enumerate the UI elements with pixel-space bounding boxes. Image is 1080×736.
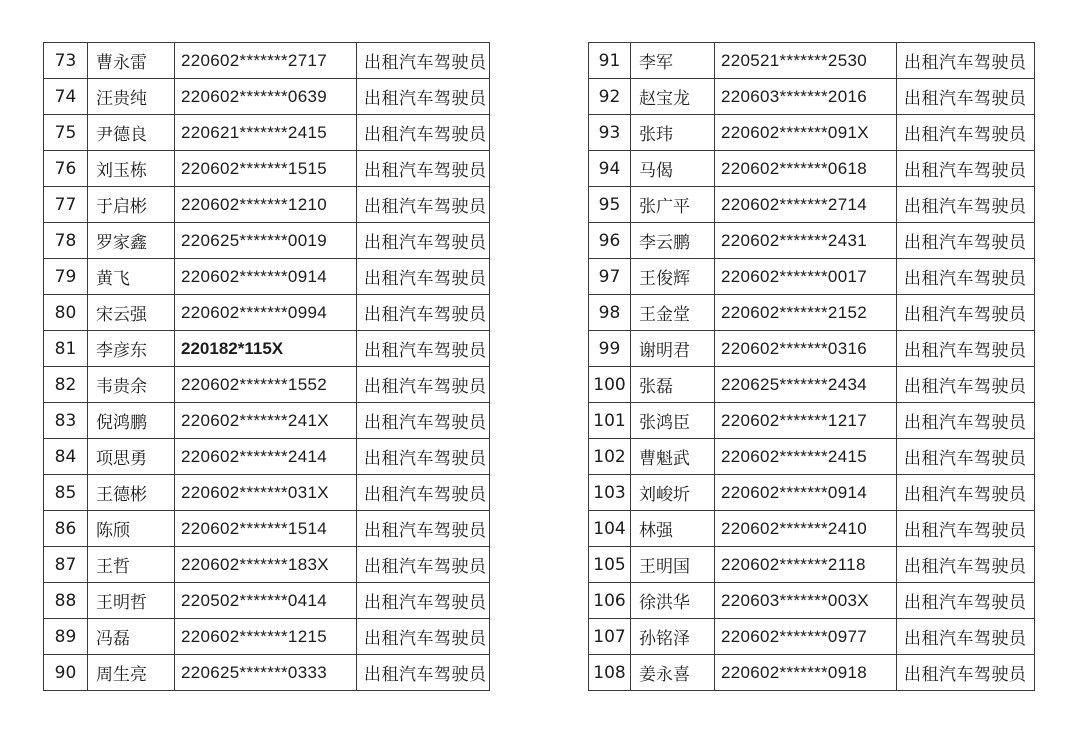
row-number: 79 [44, 259, 88, 295]
table-row [44, 655, 490, 691]
table-row [44, 43, 490, 79]
roster-body-left [44, 43, 490, 691]
row-number: 107 [589, 619, 631, 655]
occupation: 出租汽车驾驶员 [897, 331, 1035, 367]
row-number: 101 [589, 403, 631, 439]
driver-name: 刘玉栋 [88, 151, 175, 187]
occupation: 出租汽车驾驶员 [897, 43, 1035, 79]
occupation: 出租汽车驾驶员 [357, 259, 490, 295]
occupation: 出租汽车驾驶员 [897, 151, 1035, 187]
row-number: 75 [44, 115, 88, 151]
id-number: 220602*******0017 [715, 259, 897, 295]
driver-name: 王俊辉 [631, 259, 715, 295]
occupation: 出租汽车驾驶员 [357, 79, 490, 115]
id-number: 220602*******1515 [175, 151, 357, 187]
driver-name: 陈颀 [88, 511, 175, 547]
roster-table-left [43, 42, 490, 691]
id-number: 220625*******0333 [175, 655, 357, 691]
driver-name: 赵宝龙 [631, 79, 715, 115]
row-number: 88 [44, 583, 88, 619]
id-number: 220602*******1514 [175, 511, 357, 547]
occupation: 出租汽车驾驶员 [897, 439, 1035, 475]
roster-table-right [588, 42, 1035, 691]
table-row [589, 43, 1035, 79]
driver-name: 张广平 [631, 187, 715, 223]
row-number: 100 [589, 367, 631, 403]
occupation: 出租汽车驾驶员 [357, 583, 490, 619]
driver-name: 王德彬 [88, 475, 175, 511]
occupation: 出租汽车驾驶员 [897, 223, 1035, 259]
row-number: 98 [589, 295, 631, 331]
table-row [44, 547, 490, 583]
row-number: 83 [44, 403, 88, 439]
occupation: 出租汽车驾驶员 [897, 187, 1035, 223]
table-row [589, 583, 1035, 619]
table-row [44, 511, 490, 547]
driver-name: 罗家鑫 [88, 223, 175, 259]
occupation: 出租汽车驾驶员 [357, 151, 490, 187]
driver-name: 曹永雷 [88, 43, 175, 79]
row-number: 105 [589, 547, 631, 583]
occupation: 出租汽车驾驶员 [357, 223, 490, 259]
row-number: 86 [44, 511, 88, 547]
row-number: 81 [44, 331, 88, 367]
occupation: 出租汽车驾驶员 [897, 367, 1035, 403]
occupation: 出租汽车驾驶员 [897, 583, 1035, 619]
id-number: 220602*******0618 [715, 151, 897, 187]
row-number: 94 [589, 151, 631, 187]
id-number: 220602*******2717 [175, 43, 357, 79]
id-number: 220602*******0316 [715, 331, 897, 367]
driver-name: 李彦东 [88, 331, 175, 367]
driver-name: 冯磊 [88, 619, 175, 655]
occupation: 出租汽车驾驶员 [357, 331, 490, 367]
occupation: 出租汽车驾驶员 [897, 475, 1035, 511]
id-number: 220602*******031X [175, 475, 357, 511]
row-number: 73 [44, 43, 88, 79]
table-row [589, 655, 1035, 691]
table-row [589, 367, 1035, 403]
table-row [44, 187, 490, 223]
row-number: 95 [589, 187, 631, 223]
id-number: 220602*******1210 [175, 187, 357, 223]
id-number: 220602*******091X [715, 115, 897, 151]
table-row [44, 439, 490, 475]
id-number: 220602*******2152 [715, 295, 897, 331]
id-number: 220602*******1215 [175, 619, 357, 655]
driver-name: 刘峻圻 [631, 475, 715, 511]
occupation: 出租汽车驾驶员 [897, 295, 1035, 331]
row-number: 84 [44, 439, 88, 475]
driver-name: 徐洪华 [631, 583, 715, 619]
row-number: 93 [589, 115, 631, 151]
driver-name: 李军 [631, 43, 715, 79]
occupation: 出租汽车驾驶员 [357, 187, 490, 223]
table-row [589, 151, 1035, 187]
row-number: 103 [589, 475, 631, 511]
row-number: 108 [589, 655, 631, 691]
row-number: 85 [44, 475, 88, 511]
row-number: 104 [589, 511, 631, 547]
table-row [44, 331, 490, 367]
table-row [44, 223, 490, 259]
row-number: 96 [589, 223, 631, 259]
driver-name: 项思勇 [88, 439, 175, 475]
row-number: 77 [44, 187, 88, 223]
occupation: 出租汽车驾驶员 [357, 655, 490, 691]
row-number: 102 [589, 439, 631, 475]
occupation: 出租汽车驾驶员 [357, 295, 490, 331]
driver-name: 张鸿臣 [631, 403, 715, 439]
id-number: 220625*******2434 [715, 367, 897, 403]
row-number: 89 [44, 619, 88, 655]
table-row [44, 475, 490, 511]
id-number: 220602*******2118 [715, 547, 897, 583]
id-number: 220603*******003X [715, 583, 897, 619]
occupation: 出租汽车驾驶员 [357, 403, 490, 439]
table-row [44, 367, 490, 403]
occupation: 出租汽车驾驶员 [897, 547, 1035, 583]
id-number: 220502*******0414 [175, 583, 357, 619]
row-number: 80 [44, 295, 88, 331]
id-number: 220602*******1217 [715, 403, 897, 439]
table-row [44, 79, 490, 115]
row-number: 106 [589, 583, 631, 619]
table-row [44, 295, 490, 331]
occupation: 出租汽车驾驶员 [357, 619, 490, 655]
row-number: 97 [589, 259, 631, 295]
row-number: 90 [44, 655, 88, 691]
occupation: 出租汽车驾驶员 [357, 43, 490, 79]
table-row [44, 619, 490, 655]
driver-name: 张磊 [631, 367, 715, 403]
occupation: 出租汽车驾驶员 [357, 475, 490, 511]
table-row [44, 151, 490, 187]
occupation: 出租汽车驾驶员 [897, 655, 1035, 691]
table-row [44, 403, 490, 439]
table-row [589, 547, 1035, 583]
id-number: 220621*******2415 [175, 115, 357, 151]
occupation: 出租汽车驾驶员 [357, 439, 490, 475]
driver-name: 李云鹏 [631, 223, 715, 259]
id-number: 220603*******2016 [715, 79, 897, 115]
occupation: 出租汽车驾驶员 [897, 259, 1035, 295]
table-row [589, 403, 1035, 439]
table-row [589, 223, 1035, 259]
roster-body-right [589, 43, 1035, 691]
id-number: 220602*******241X [175, 403, 357, 439]
id-number: 220602*******0639 [175, 79, 357, 115]
table-row [589, 475, 1035, 511]
id-number: 220602*******2431 [715, 223, 897, 259]
occupation: 出租汽车驾驶员 [897, 79, 1035, 115]
driver-name: 韦贵余 [88, 367, 175, 403]
driver-name: 王哲 [88, 547, 175, 583]
id-number: 220602*******1552 [175, 367, 357, 403]
row-number: 99 [589, 331, 631, 367]
table-row [589, 295, 1035, 331]
driver-name: 谢明君 [631, 331, 715, 367]
id-number: 220602*******2414 [175, 439, 357, 475]
id-number: 220602*******2410 [715, 511, 897, 547]
id-number: 220625*******0019 [175, 223, 357, 259]
driver-name: 周生亮 [88, 655, 175, 691]
id-number: 220602*******183X [175, 547, 357, 583]
driver-name: 尹德良 [88, 115, 175, 151]
driver-name: 倪鸿鹏 [88, 403, 175, 439]
table-row [589, 619, 1035, 655]
table-row [589, 187, 1035, 223]
id-number: 220602*******0914 [715, 475, 897, 511]
occupation: 出租汽车驾驶员 [897, 403, 1035, 439]
table-row [589, 511, 1035, 547]
id-number: 220602*******0977 [715, 619, 897, 655]
driver-name: 黄飞 [88, 259, 175, 295]
row-number: 92 [589, 79, 631, 115]
id-number: 220602*******0914 [175, 259, 357, 295]
id-number: 220602*******0994 [175, 295, 357, 331]
id-number: 220602*******2714 [715, 187, 897, 223]
row-number: 78 [44, 223, 88, 259]
occupation: 出租汽车驾驶员 [897, 511, 1035, 547]
occupation: 出租汽车驾驶员 [897, 619, 1035, 655]
driver-name: 马偈 [631, 151, 715, 187]
occupation: 出租汽车驾驶员 [897, 115, 1035, 151]
table-row [589, 115, 1035, 151]
id-number: 220182*115X [175, 331, 357, 367]
row-number: 91 [589, 43, 631, 79]
table-row [589, 439, 1035, 475]
driver-name: 王明哲 [88, 583, 175, 619]
table-row [589, 259, 1035, 295]
driver-name: 王金堂 [631, 295, 715, 331]
table-row [589, 331, 1035, 367]
driver-name: 王明国 [631, 547, 715, 583]
row-number: 87 [44, 547, 88, 583]
occupation: 出租汽车驾驶员 [357, 511, 490, 547]
driver-name: 张玮 [631, 115, 715, 151]
occupation: 出租汽车驾驶员 [357, 547, 490, 583]
table-row [589, 79, 1035, 115]
id-number: 220602*******0918 [715, 655, 897, 691]
driver-name: 汪贵纯 [88, 79, 175, 115]
table-row [44, 583, 490, 619]
driver-name: 于启彬 [88, 187, 175, 223]
driver-name: 姜永喜 [631, 655, 715, 691]
driver-name: 林强 [631, 511, 715, 547]
table-row [44, 115, 490, 151]
occupation: 出租汽车驾驶员 [357, 367, 490, 403]
id-number: 220521*******2530 [715, 43, 897, 79]
row-number: 82 [44, 367, 88, 403]
occupation: 出租汽车驾驶员 [357, 115, 490, 151]
id-number: 220602*******2415 [715, 439, 897, 475]
driver-name: 宋云强 [88, 295, 175, 331]
driver-name: 曹魁武 [631, 439, 715, 475]
driver-name: 孙铭泽 [631, 619, 715, 655]
row-number: 76 [44, 151, 88, 187]
row-number: 74 [44, 79, 88, 115]
table-row [44, 259, 490, 295]
